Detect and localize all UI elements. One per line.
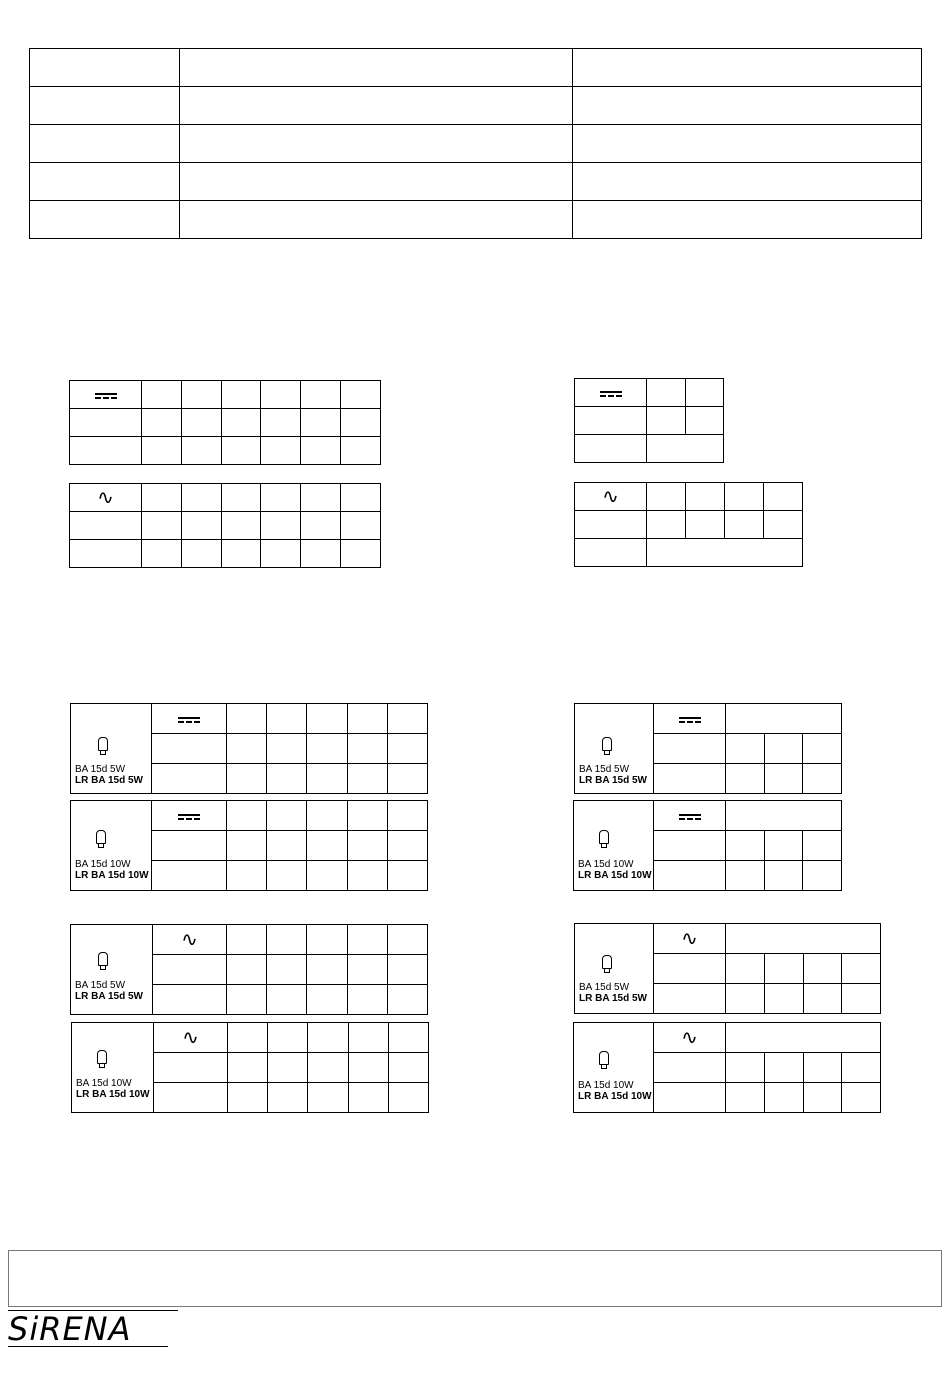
table-cell <box>30 201 180 239</box>
table-cell <box>181 484 221 512</box>
table-cell <box>267 801 307 831</box>
table-cell <box>685 407 724 435</box>
table-cell <box>803 831 842 861</box>
table-cell <box>30 125 180 163</box>
table-cell <box>30 49 180 87</box>
table-cell <box>654 861 726 891</box>
table-cell <box>181 381 221 409</box>
table-cell <box>153 955 227 985</box>
table-cell <box>307 801 347 831</box>
table-cell <box>307 764 347 794</box>
table-cell <box>228 1083 268 1113</box>
table-cell <box>842 1083 881 1113</box>
table-cell <box>301 409 341 437</box>
bulb-icon <box>599 830 609 844</box>
table-cell <box>726 1023 881 1053</box>
table-cell <box>348 1083 388 1113</box>
table-cell <box>686 511 725 539</box>
table-cell <box>268 1053 308 1083</box>
table-cell <box>341 512 381 540</box>
table-cell <box>803 764 842 794</box>
table-cell <box>764 954 803 984</box>
table-cell <box>347 985 387 1015</box>
table-cell <box>341 484 381 512</box>
bulb-cell <box>72 1023 154 1113</box>
table-cell <box>268 1023 308 1053</box>
table-cell <box>654 734 726 764</box>
bulb-label-bold: LR BA 15d 5W <box>75 775 143 786</box>
table-cell <box>347 861 387 891</box>
table-cell <box>573 201 922 239</box>
table-cell <box>307 734 347 764</box>
table-cell <box>726 704 842 734</box>
table-cell <box>686 483 725 511</box>
table-cell <box>267 704 307 734</box>
bulb-table-ac-5w-right <box>574 923 881 1014</box>
table-cell <box>261 409 301 437</box>
table-cell <box>227 764 267 794</box>
bulb-label: BA 15d 10W <box>578 859 634 870</box>
table-cell <box>575 435 647 463</box>
dc-icon <box>654 704 726 734</box>
table-cell <box>387 734 427 764</box>
table-cell <box>654 984 726 1014</box>
bulb-cell <box>575 924 654 1014</box>
table-cell <box>267 831 307 861</box>
bulb-cell <box>575 704 654 794</box>
ac-icon: ∿ <box>153 925 227 955</box>
dc-table-right <box>574 378 724 463</box>
table-cell <box>307 925 347 955</box>
bulb-table-dc-5w-left <box>70 703 428 794</box>
table-cell <box>685 379 724 407</box>
table-cell <box>267 985 307 1015</box>
table-cell <box>725 483 764 511</box>
table-cell <box>764 764 803 794</box>
table-cell <box>301 540 341 568</box>
table-cell <box>142 484 182 512</box>
table-cell <box>654 954 726 984</box>
table-cell <box>726 734 765 764</box>
table-cell <box>261 512 301 540</box>
table-cell <box>347 764 387 794</box>
table-cell <box>341 437 381 465</box>
table-cell <box>803 1053 842 1083</box>
dc-icon <box>152 801 227 831</box>
bulb-icon <box>602 955 612 969</box>
bulb-table-dc-10w-right <box>573 800 842 891</box>
bulb-icon <box>599 1051 609 1065</box>
table-cell <box>261 540 301 568</box>
bulb-label: BA 15d 10W <box>578 1080 634 1091</box>
table-cell <box>261 437 301 465</box>
bulb-label: BA 15d 5W <box>579 982 630 993</box>
bulb-table-ac-10w-left <box>71 1022 429 1113</box>
table-cell <box>764 1083 803 1113</box>
table-cell <box>764 984 803 1014</box>
table-cell <box>387 801 427 831</box>
dc-icon <box>654 801 726 831</box>
bulb-label: BA 15d 5W <box>75 980 126 991</box>
table-cell <box>221 512 261 540</box>
bulb-cell <box>574 1023 654 1113</box>
ac-icon: ∿ <box>575 483 647 511</box>
bulb-icon <box>602 737 612 751</box>
table-cell <box>30 163 180 201</box>
table-cell <box>267 861 307 891</box>
table-cell <box>347 955 387 985</box>
table-cell <box>70 512 142 540</box>
table-cell <box>307 861 347 891</box>
table-cell <box>307 704 347 734</box>
table-cell <box>387 955 427 985</box>
table-cell <box>647 435 724 463</box>
table-cell <box>308 1083 348 1113</box>
bulb-label: BA 15d 5W <box>579 764 630 775</box>
table-cell <box>301 484 341 512</box>
table-cell <box>575 539 647 567</box>
table-cell <box>387 861 427 891</box>
table-cell <box>573 49 922 87</box>
table-cell <box>227 955 267 985</box>
table-cell <box>726 1053 765 1083</box>
table-cell <box>842 984 881 1014</box>
bulb-icon <box>96 830 106 844</box>
table-cell <box>180 49 573 87</box>
dc-icon <box>70 381 142 409</box>
bulb-table-ac-5w-left <box>70 924 428 1015</box>
sirena-logo: SiRENA <box>8 1310 132 1348</box>
table-cell <box>267 764 307 794</box>
table-cell <box>341 409 381 437</box>
table-cell <box>152 861 227 891</box>
table-cell <box>654 1053 726 1083</box>
table-cell <box>647 511 686 539</box>
table-cell <box>726 764 765 794</box>
bulb-table-dc-5w-right <box>574 703 842 794</box>
table-cell <box>267 955 307 985</box>
bulb-table-ac-10w-right <box>573 1022 881 1113</box>
table-cell <box>764 734 803 764</box>
ac-table-left <box>69 483 381 568</box>
table-cell <box>221 540 261 568</box>
table-cell <box>347 925 387 955</box>
table-cell <box>154 1053 228 1083</box>
table-cell <box>227 925 267 955</box>
table-cell <box>180 125 573 163</box>
table-cell <box>388 1023 428 1053</box>
ac-icon: ∿ <box>654 1023 726 1053</box>
bulb-table-dc-10w-left <box>70 800 428 891</box>
table-cell <box>764 1053 803 1083</box>
bulb-label-bold: LR BA 15d 5W <box>75 991 143 1002</box>
table-cell <box>573 87 922 125</box>
ac-table-right <box>574 482 803 567</box>
table-cell <box>726 984 765 1014</box>
table-cell <box>575 511 647 539</box>
table-cell <box>387 704 427 734</box>
bulb-label-bold: LR BA 15d 5W <box>579 993 647 1004</box>
table-cell <box>70 409 142 437</box>
table-cell <box>181 540 221 568</box>
table-cell <box>647 379 686 407</box>
table-cell <box>181 437 221 465</box>
table-cell <box>307 985 347 1015</box>
table-cell <box>268 1083 308 1113</box>
ac-icon: ∿ <box>154 1023 228 1053</box>
table-cell <box>181 512 221 540</box>
bulb-icon <box>97 1050 107 1064</box>
table-cell <box>388 1083 428 1113</box>
table-cell <box>221 381 261 409</box>
table-cell <box>764 861 803 891</box>
table-cell <box>267 734 307 764</box>
table-cell <box>764 483 803 511</box>
table-cell <box>142 540 182 568</box>
table-cell <box>180 163 573 201</box>
table-cell <box>227 985 267 1015</box>
table-cell <box>152 734 227 764</box>
dc-icon <box>575 379 647 407</box>
table-cell <box>70 437 142 465</box>
table-cell <box>308 1023 348 1053</box>
table-cell <box>803 734 842 764</box>
table-cell <box>180 201 573 239</box>
table-cell <box>152 764 227 794</box>
table-cell <box>387 831 427 861</box>
table-cell <box>575 407 647 435</box>
table-cell <box>654 1083 726 1113</box>
table-cell <box>227 801 267 831</box>
table-cell <box>228 1023 268 1053</box>
table-cell <box>301 437 341 465</box>
table-cell <box>267 925 307 955</box>
table-cell <box>803 984 842 1014</box>
table-cell <box>842 954 881 984</box>
bulb-label-bold: LR BA 15d 10W <box>578 870 652 881</box>
bulb-cell <box>71 704 152 794</box>
table-cell <box>341 381 381 409</box>
table-cell <box>142 381 182 409</box>
table-cell <box>152 831 227 861</box>
table-cell <box>347 704 387 734</box>
table-cell <box>180 87 573 125</box>
bulb-label: BA 15d 5W <box>75 764 126 775</box>
table-cell <box>387 764 427 794</box>
table-cell <box>227 734 267 764</box>
table-cell <box>261 381 301 409</box>
table-cell <box>647 539 803 567</box>
table-cell <box>647 483 686 511</box>
table-cell <box>803 954 842 984</box>
table-cell <box>726 1083 765 1113</box>
table-cell <box>227 831 267 861</box>
table-cell <box>803 861 842 891</box>
table-cell <box>261 484 301 512</box>
table-cell <box>347 801 387 831</box>
table-cell <box>347 734 387 764</box>
table-cell <box>842 1053 881 1083</box>
table-cell <box>221 484 261 512</box>
ac-icon: ∿ <box>654 924 726 954</box>
table-cell <box>348 1023 388 1053</box>
table-cell <box>227 861 267 891</box>
bulb-cell <box>574 801 654 891</box>
table-cell <box>154 1083 228 1113</box>
table-cell <box>803 1083 842 1113</box>
bulb-label-bold: LR BA 15d 10W <box>578 1091 652 1102</box>
table-cell <box>142 409 182 437</box>
table-cell <box>348 1053 388 1083</box>
table-cell <box>227 704 267 734</box>
table-cell <box>387 925 427 955</box>
dc-table-left <box>69 380 381 465</box>
bulb-icon <box>98 737 108 751</box>
top-table <box>29 48 922 239</box>
table-cell <box>181 409 221 437</box>
table-cell <box>725 511 764 539</box>
table-cell <box>221 409 261 437</box>
bulb-label: BA 15d 10W <box>75 859 131 870</box>
table-cell <box>573 125 922 163</box>
table-cell <box>221 437 261 465</box>
table-cell <box>307 955 347 985</box>
table-cell <box>228 1053 268 1083</box>
table-cell <box>142 437 182 465</box>
table-cell <box>341 540 381 568</box>
table-cell <box>347 831 387 861</box>
table-cell <box>30 87 180 125</box>
table-cell <box>764 831 803 861</box>
table-cell <box>654 831 726 861</box>
bulb-cell <box>71 801 152 891</box>
footer-box <box>8 1250 942 1307</box>
bulb-label-bold: LR BA 15d 10W <box>76 1089 150 1100</box>
table-cell <box>70 540 142 568</box>
table-cell <box>307 831 347 861</box>
bulb-icon <box>98 952 108 966</box>
table-cell <box>301 381 341 409</box>
bulb-label: BA 15d 10W <box>76 1078 132 1089</box>
table-cell <box>647 407 686 435</box>
logo-rule-bottom <box>8 1346 168 1347</box>
table-cell <box>726 924 881 954</box>
table-cell <box>388 1053 428 1083</box>
bulb-cell <box>71 925 153 1015</box>
table-cell <box>726 831 765 861</box>
table-cell <box>764 511 803 539</box>
table-cell <box>573 163 922 201</box>
table-cell <box>308 1053 348 1083</box>
table-cell <box>153 985 227 1015</box>
table-cell <box>142 512 182 540</box>
table-cell <box>654 764 726 794</box>
table-cell <box>301 512 341 540</box>
table-cell <box>726 861 765 891</box>
table-cell <box>726 954 765 984</box>
ac-icon: ∿ <box>70 484 142 512</box>
dc-icon <box>152 704 227 734</box>
table-cell <box>726 801 842 831</box>
bulb-label-bold: LR BA 15d 5W <box>579 775 647 786</box>
table-cell <box>387 985 427 1015</box>
bulb-label-bold: LR BA 15d 10W <box>75 870 149 881</box>
